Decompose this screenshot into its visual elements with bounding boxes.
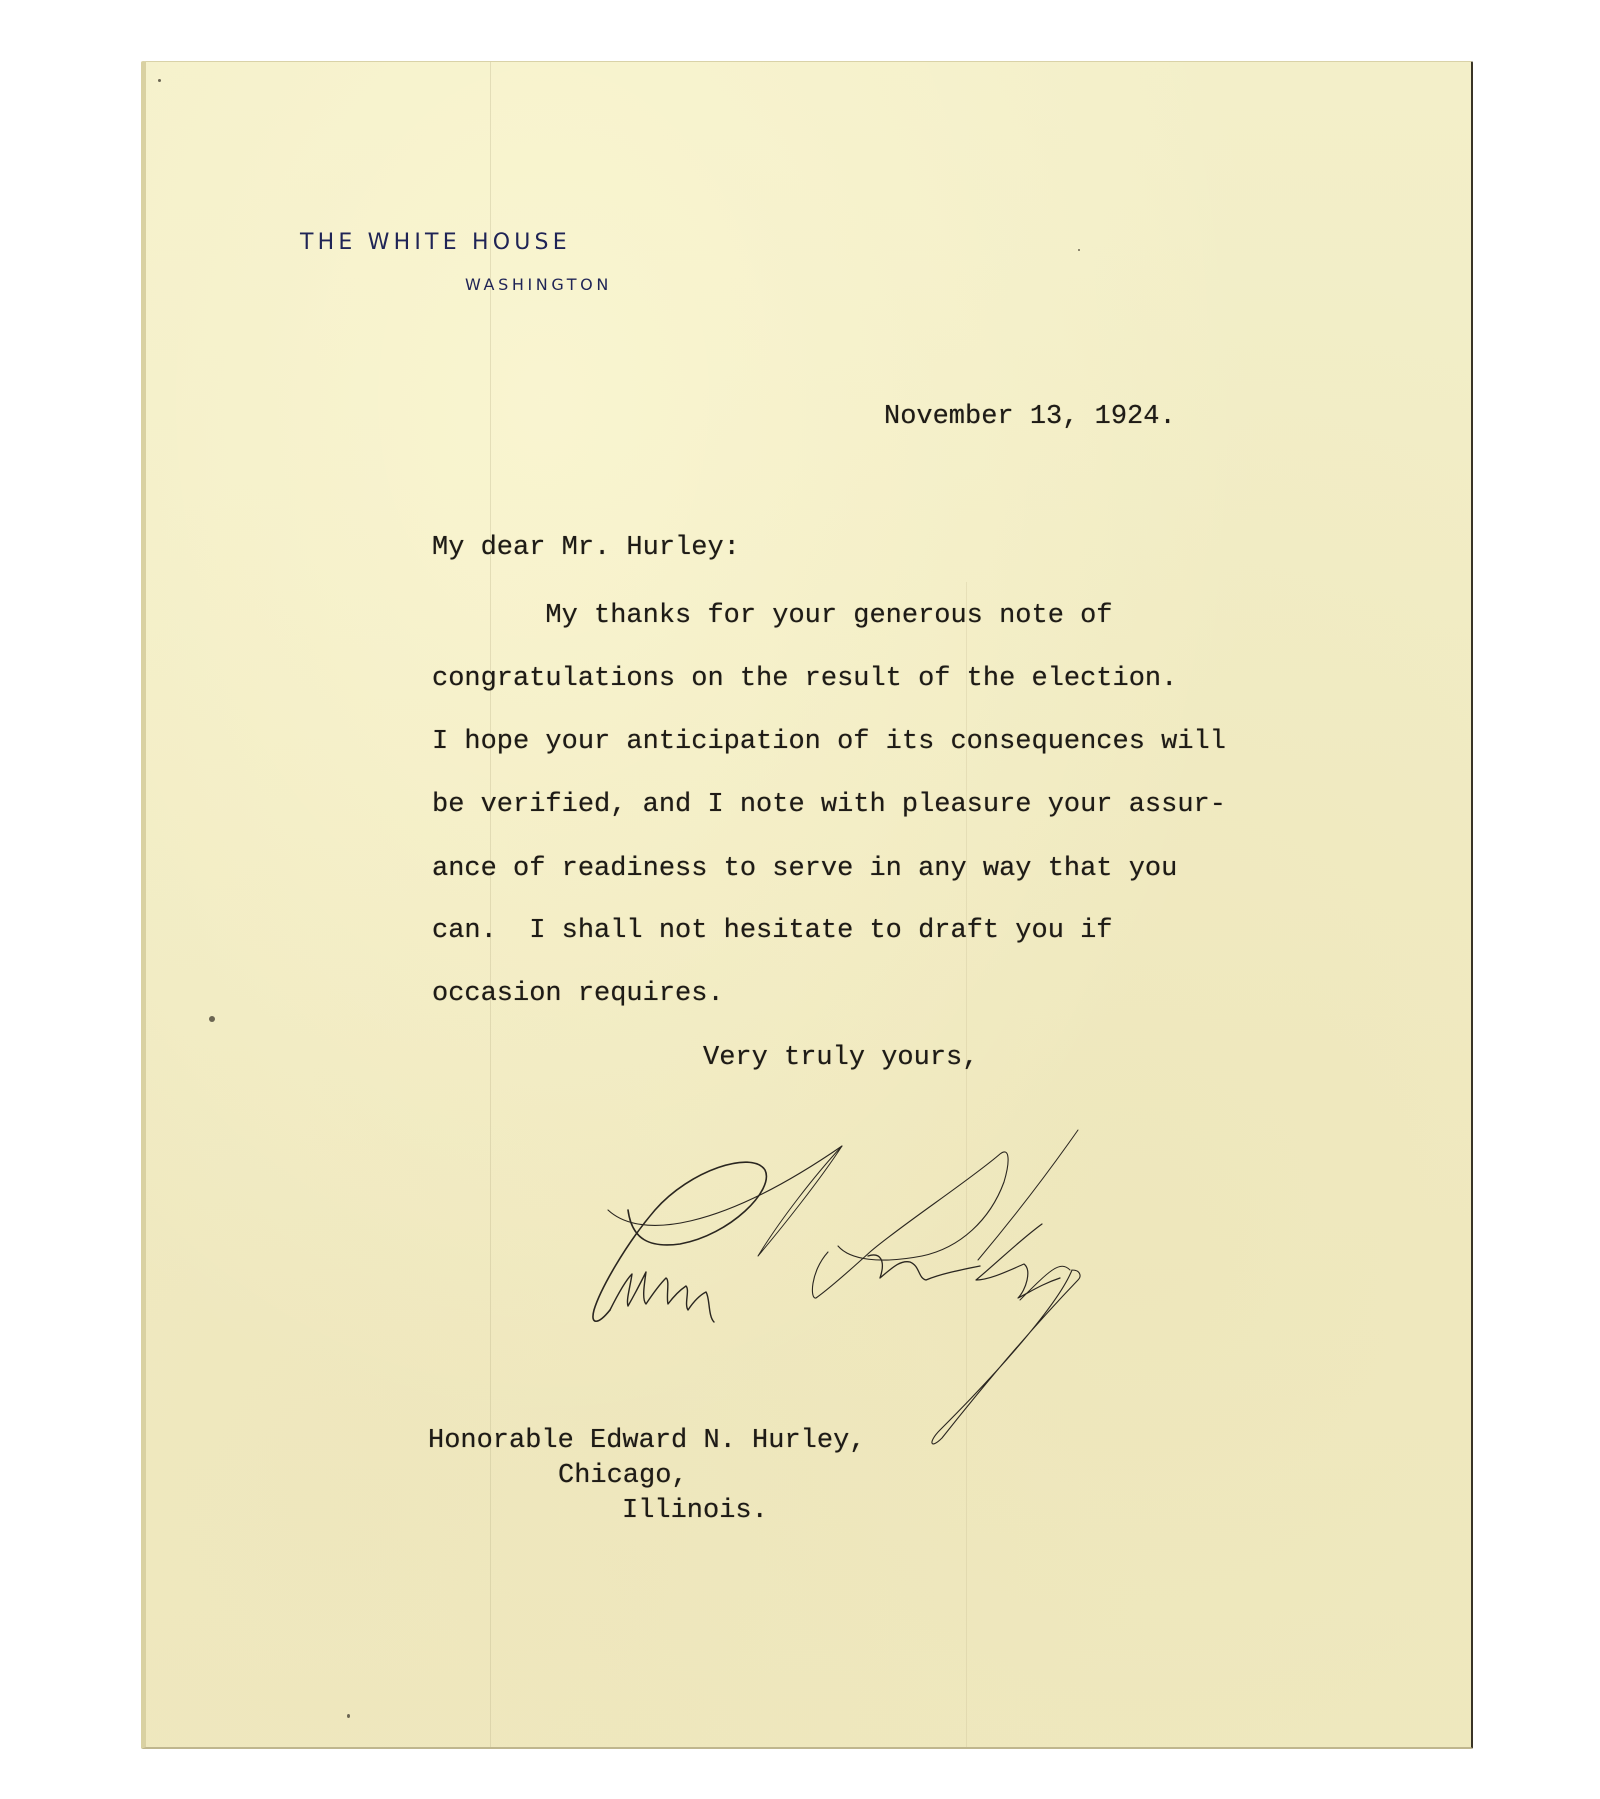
letter-salutation: My dear Mr. Hurley: bbox=[432, 533, 740, 563]
letter-body-line-7: occasion requires. bbox=[432, 979, 724, 1009]
letterhead-subtitle: WASHINGTON bbox=[465, 275, 612, 294]
letter-body-line-1: My thanks for your generous note of bbox=[432, 601, 1113, 631]
recipient-state: Illinois. bbox=[622, 1496, 768, 1526]
recipient-name: Honorable Edward N. Hurley, bbox=[428, 1426, 866, 1456]
letter-body-line-6: can. I shall not hesitate to draft you if bbox=[432, 916, 1113, 946]
letter-closing: Very truly yours, bbox=[703, 1043, 979, 1073]
letter-date: November 13, 1924. bbox=[884, 402, 1176, 432]
paper-speck bbox=[209, 1016, 215, 1022]
paper-speck bbox=[1078, 249, 1080, 251]
paper-speck bbox=[347, 1714, 350, 1718]
letter-body-line-4: be verified, and I note with pleasure your assur- bbox=[432, 790, 1226, 820]
letter-body-line-5: ance of readiness to serve in any way that you bbox=[432, 854, 1178, 884]
letter-paper bbox=[141, 61, 1473, 1749]
paper-speck bbox=[158, 79, 161, 82]
letter-body-line-3: I hope your anticipation of its consequences will bbox=[432, 727, 1226, 757]
letter-body-line-2: congratulations on the result of the election. bbox=[432, 664, 1178, 694]
recipient-city: Chicago, bbox=[558, 1461, 688, 1491]
paper-fold-line bbox=[490, 62, 491, 1747]
letterhead-title: THE WHITE HOUSE bbox=[300, 230, 571, 255]
signature-calvin-coolidge bbox=[580, 1120, 1260, 1460]
